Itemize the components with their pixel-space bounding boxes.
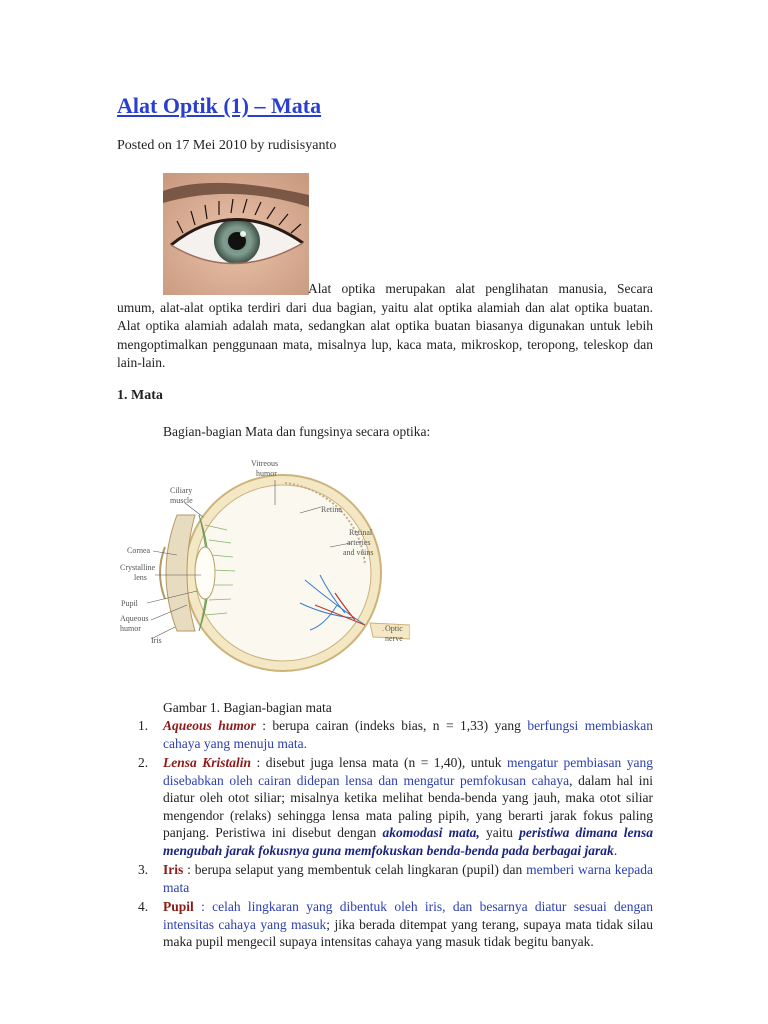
desc-text: ; jika berada ditempat yang terang, supaya mata tidak silau maka pupil mengecil supaya intensitas cahaya yang masuk tidak begitu banyak.	[163, 916, 654, 949]
label-veins: and veins	[343, 548, 374, 557]
list-item	[117, 861, 653, 896]
label-vitreous-humor: humor	[256, 469, 277, 478]
list-item	[117, 898, 653, 951]
list-item	[117, 754, 653, 859]
label-lens: lens	[134, 573, 147, 582]
desc-text: yaitu	[479, 825, 520, 840]
desc-highlight: memberi warna kepada mata	[163, 862, 654, 895]
term-lensa-kristalin: Lensa Kristalin	[163, 755, 252, 770]
intro-text: Alat optika merupakan alat penglihatan manusia, Secara umum, alat-alat optika terdiri dari dua bagian, yaitu alat optika alamiah dan alat optika buatan. Alat optika alamiah adalah mata, sedangkan alat optika buatan biasanya digunakan untuk lebih mengoptimalkan penggunaan mata, misalnya lup, kaca mata, mikroskop, teropong, teleskop dan lain-lain.	[117, 281, 653, 371]
figure-caption: Gambar 1. Bagian-bagian mata	[163, 700, 332, 715]
desc-emphasis: akomodasi mata,	[382, 825, 480, 840]
desc-highlight: berfungsi membiaskan cahaya yang menuju mata.	[163, 718, 653, 751]
list-item	[117, 717, 653, 752]
eye-photo-image	[163, 173, 309, 295]
desc-text: .	[613, 842, 618, 858]
label-aqueous-humor: humor	[120, 624, 141, 633]
desc-emphasis: peristiwa dimana lensa mengubah jarak fokusnya guna memfokuskan benda-benda pada berbagai jarak	[163, 825, 653, 858]
label-cornea: Cornea	[127, 546, 151, 555]
label-ciliary: Ciliary	[170, 486, 193, 495]
label-ciliary-muscle: muscle	[170, 496, 193, 505]
list-number: 2.	[138, 755, 149, 770]
label-retina: Retina	[321, 505, 342, 514]
post-title[interactable]: Alat Optik (1) – Mata	[117, 93, 322, 118]
label-iris: Iris	[151, 636, 162, 645]
desc-text: : disebut juga lensa mata (n = 1,40), untuk	[251, 755, 508, 770]
list-number: 1.	[138, 718, 149, 733]
list-number: 3.	[138, 862, 149, 877]
label-nerve: nerve	[385, 634, 403, 643]
desc-text: , dalam hal ini diatur oleh otot siliar; misalnya ketika melihat benda-benda yang jauh, maka otot siliar mengendor (relaks) sehingga lensa mata paling pipih, yang berarti jarak fokus paling panjang. Peristiwa ini disebut dengan	[163, 772, 653, 840]
list-number: 4.	[138, 899, 149, 914]
desc-highlight: : celah lingkaran yang dibentuk oleh iris, dan besarnya diatur sesuai dengan intensitas cahaya yang masuk	[163, 899, 653, 932]
post-meta: Posted on 17 Mei 2010 by rudisisyanto	[117, 138, 337, 153]
label-optic: Optic	[385, 624, 403, 633]
desc-highlight: mengatur pembiasan yang disebabkan oleh cairan didepan lensa dan mengatur pemfokusan cahaya	[163, 755, 653, 788]
label-arteries: arteries	[347, 538, 371, 547]
term-aqueous-humor: Aqueous humor	[163, 718, 256, 733]
label-pupil: Pupil	[121, 599, 138, 608]
label-aqueous: Aqueous	[120, 614, 149, 623]
section-heading: 1. Mata	[117, 388, 163, 403]
label-vitreous: Vitreous	[251, 459, 279, 468]
label-retinal: Retinal	[349, 528, 373, 537]
section-subtitle: Bagian-bagian Mata dan fungsinya secara optika:	[163, 424, 431, 439]
desc-text: : berupa cairan (indeks bias, n = 1,33) yang	[255, 718, 528, 733]
intro-paragraph	[117, 280, 653, 373]
term-iris: Iris	[163, 862, 184, 877]
eye-parts-list	[117, 717, 653, 953]
desc-text: : berupa selaput yang membentuk celah lingkaran (pupil) dan	[183, 862, 527, 877]
term-pupil: Pupil	[163, 899, 194, 914]
label-crystalline: Crystalline	[120, 563, 156, 572]
eye-anatomy-diagram	[115, 455, 410, 675]
